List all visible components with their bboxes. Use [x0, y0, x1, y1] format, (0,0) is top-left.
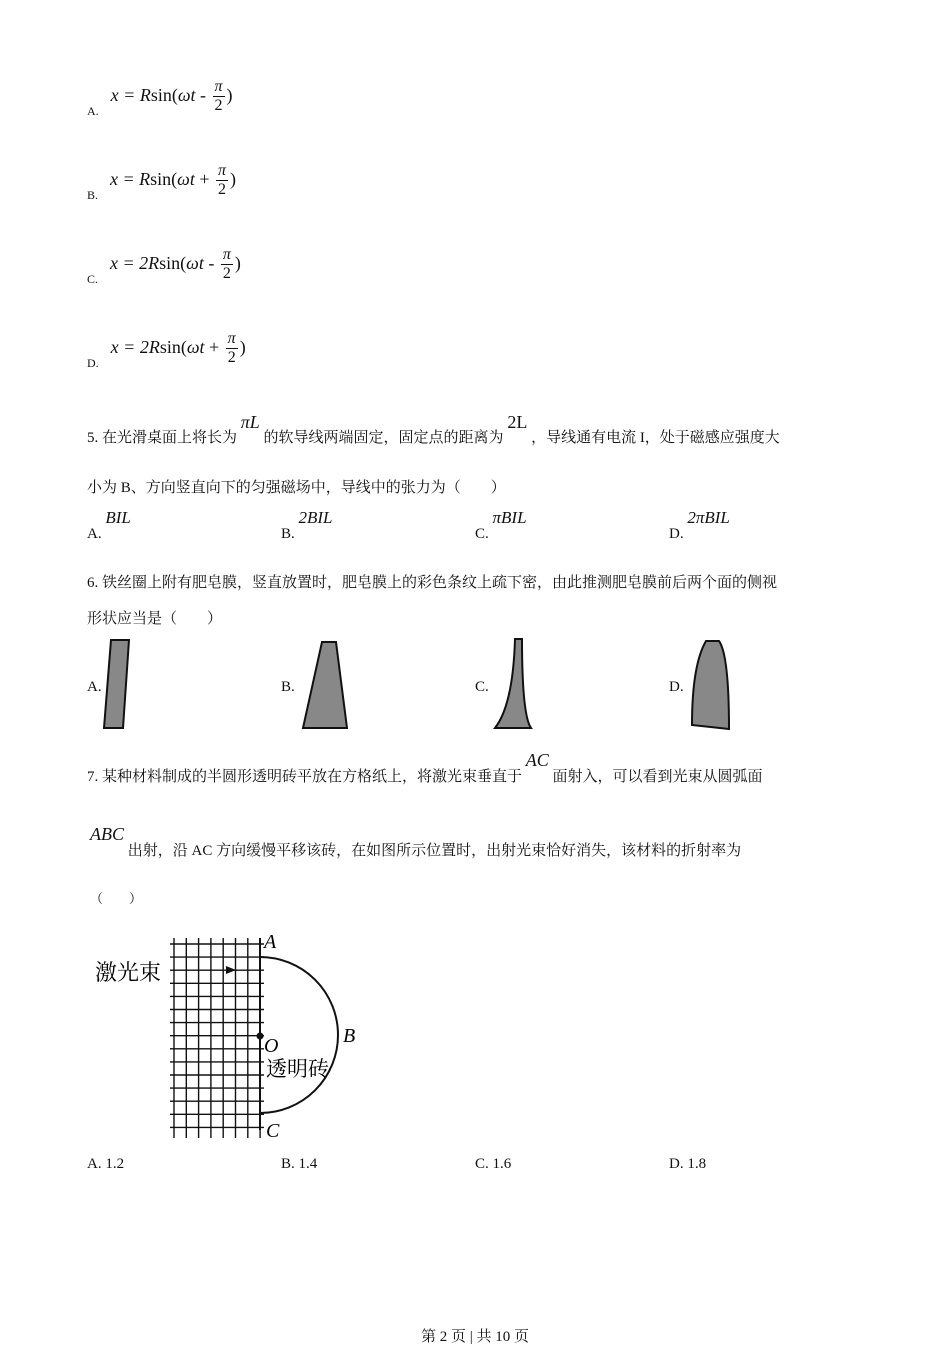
label-o: O — [264, 1035, 279, 1057]
q5-option: C. πBIL — [475, 508, 527, 542]
label-laser: 激光束 — [95, 961, 162, 986]
q5-text: 5. 在光滑桌面上将长为 — [87, 430, 238, 446]
label-a: A — [264, 931, 277, 953]
arrow-icon — [226, 966, 236, 974]
page-footer: 第 2 页 | 共 10 页 — [420, 1329, 529, 1345]
q7-option-d: D. 1.8 — [669, 1156, 707, 1172]
formula: x = 2Rsin(ωt + $\frac{\pi}{2}$ ) — [110, 330, 246, 366]
q7-math-abc: ABC — [90, 824, 124, 844]
q5-text: ，导线通有电流 I，处于磁感应强度大 — [531, 430, 780, 446]
q7-option-a: A. 1.2 — [87, 1156, 125, 1172]
option-label: D. — [87, 355, 99, 370]
formula: x = Rsin(ωt - $\frac{\pi}{2}$ ) — [110, 78, 233, 114]
q5-line2: 小为 B、方向竖直向下的匀强磁场中，导线中的张力为（ ） — [87, 480, 506, 496]
formula: x = Rsin(ωt + $\frac{\pi}{2}$ ) — [110, 162, 237, 198]
q6-line2: 形状应当是（ ） — [87, 611, 223, 627]
label-c: C — [266, 1120, 280, 1142]
q7-bracket: （ ） — [90, 891, 143, 906]
q7-text: 面射入，可以看到光束从圆弧面 — [552, 769, 763, 785]
q5-option: B. 2BIL — [281, 508, 333, 542]
label-b: B — [343, 1025, 356, 1047]
q7-text: 7. 某种材料制成的半圆形透明砖平放在方格纸上，将激光束垂直于 — [87, 769, 523, 785]
q5-math-distance: 2L — [507, 412, 528, 432]
option-label: A. — [87, 103, 99, 118]
q7-option-c: C. 1.6 — [475, 1156, 512, 1172]
point-o — [257, 1033, 264, 1040]
formula: x = 2Rsin(ωt - $\frac{\pi}{2}$ ) — [110, 246, 241, 282]
label-brick: 透明砖 — [266, 1057, 329, 1081]
q6-option-a-label: A. — [87, 679, 102, 695]
q7-math-ac: AC — [525, 750, 549, 770]
q7-text: 出射，沿 AC 方向缓慢平移该砖，在如图所示位置时，出射光束恰好消失，该材料的折射率为 — [127, 843, 742, 859]
q5-option: A. BIL — [87, 508, 131, 542]
q5-option: D. 2πBIL — [669, 508, 730, 542]
q6-option-c-label: C. — [475, 679, 489, 695]
q5-math-length: πL — [240, 412, 260, 432]
option-label: B. — [87, 187, 99, 202]
q6-line1: 6. 铁丝圈上附有肥皂膜，竖直放置时，肥皂膜上的彩色条纹上疏下密，由此推测肥皂膜前后两个面的侧视 — [87, 575, 778, 591]
option-label: C. — [87, 271, 99, 286]
q5-text: 的软导线两端固定，固定点的距离为 — [263, 430, 504, 446]
q6-option-b-label: B. — [281, 679, 295, 695]
q6-option-d-label: D. — [669, 679, 684, 695]
q7-option-b: B. 1.4 — [281, 1156, 318, 1172]
